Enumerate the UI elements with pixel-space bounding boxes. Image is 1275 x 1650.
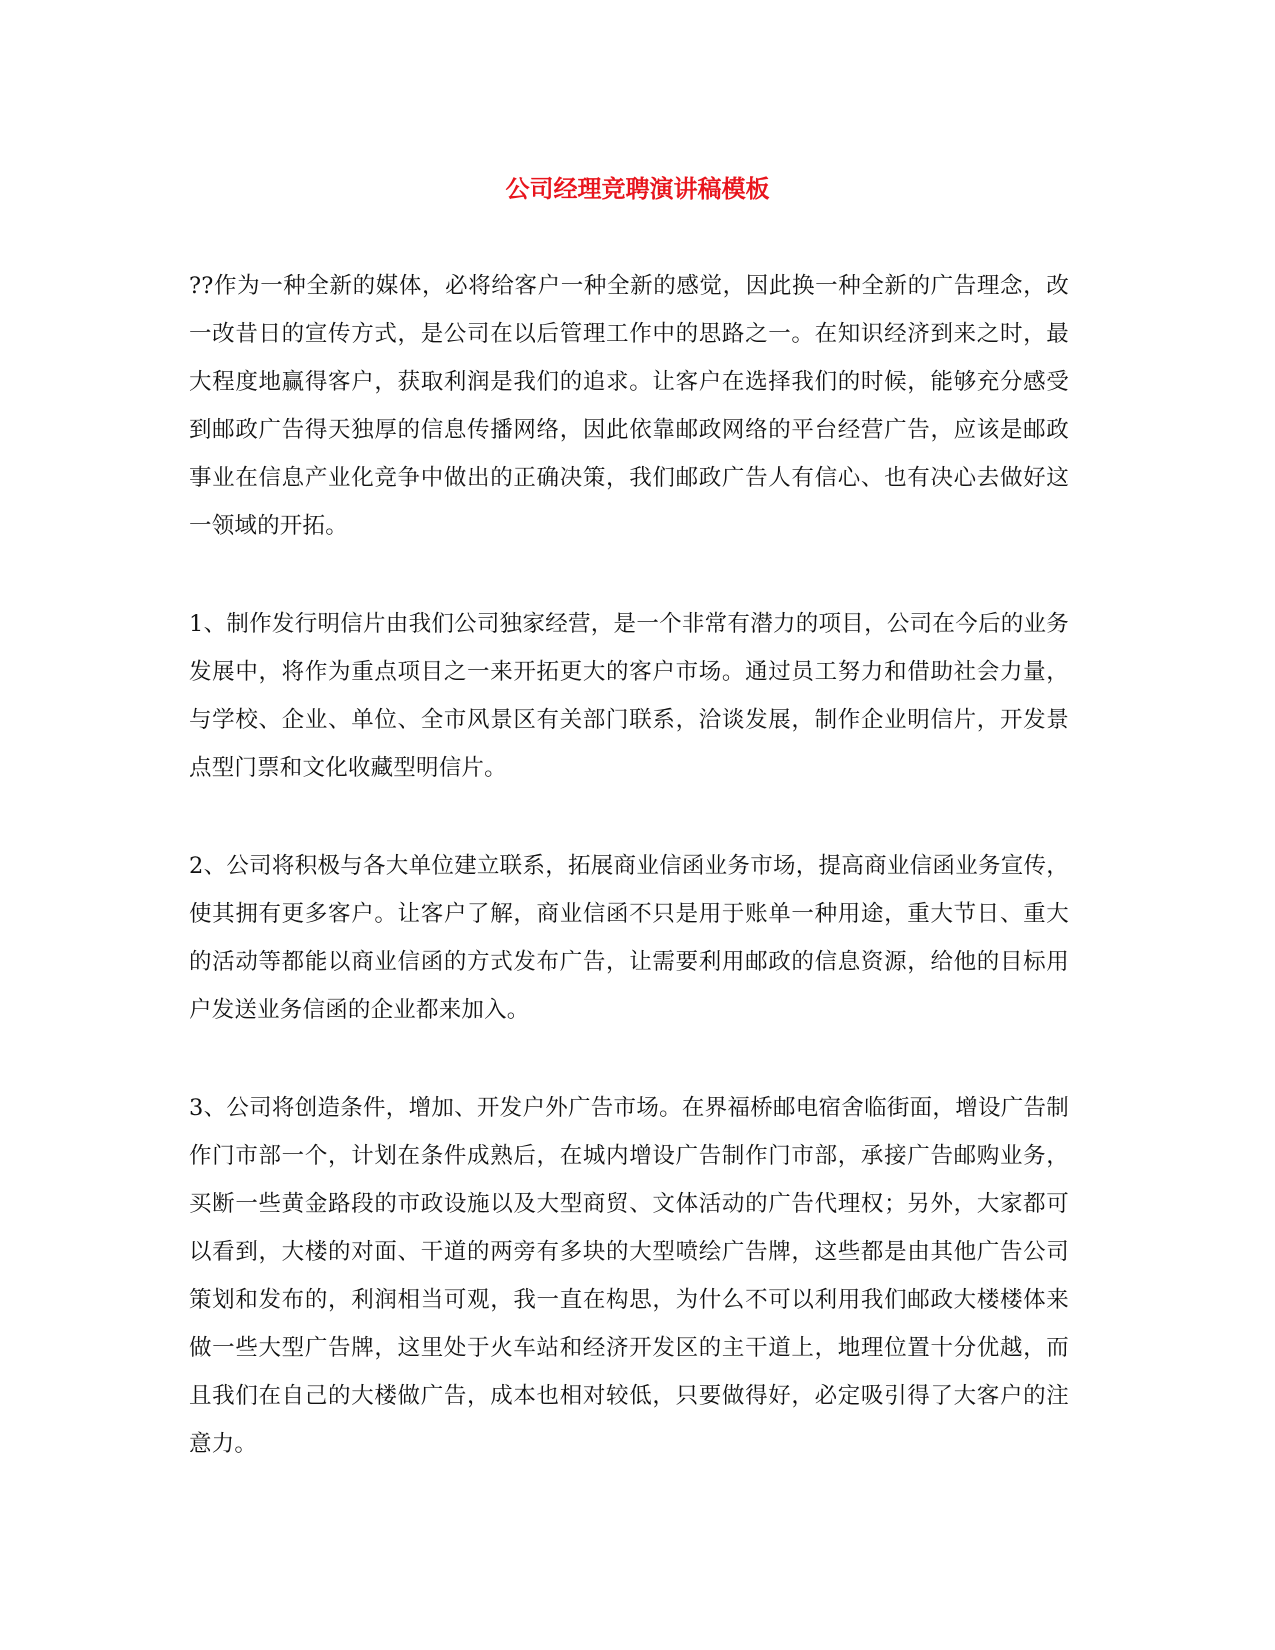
paragraph-intro: ??作为一种全新的媒体，必将给客户一种全新的感觉，因此换一种全新的广告理念，改一改昔日的宣传方式，是公司在以后管理工作中的思路之一。在知识经济到来之时，最大程度地赢得客户，获取利润是我们的追求。让客户在选择我们的时候，能够充分感受到邮政广告得天独厚的信息传播网络，因此依靠邮政网络的平台经营广告，应该是邮政事业在信息产业化竞争中做出的正确决策，我们邮政广告人有信心、也有决心去做好这一领域的开拓。 [189,273,1069,539]
paragraph-item-3: 3、公司将创造条件，增加、开发户外广告市场。在界福桥邮电宿舍临街面，增设广告制作门市部一个，计划在条件成熟后，在城内增设广告制作门市部，承接广告邮购业务，买断一些黄金路段的市政设施以及大型商贸、文体活动的广告代理权；另外，大家都可以看到，大楼的对面、干道的两旁有多块的大型喷绘广告牌，这些都是由其他广告公司策划和发布的，利润相当可观，我一直在构思，为什么不可以利用我们邮政大楼楼体来做一些大型广告牌，这里处于火车站和经济开发区的主干道上，地理位置十分优越，而且我们在自己的大楼做广告，成本也相对较低，只要做得好，必定吸引得了大客户的注意力。 [189,1095,1069,1457]
document-body [189,262,1069,1468]
document-title: 公司经理竞聘演讲稿模板 [505,174,770,203]
paragraph-item-1: 1、制作发行明信片由我们公司独家经营，是一个非常有潜力的项目，公司在今后的业务发展中，将作为重点项目之一来开拓更大的客户市场。通过员工努力和借助社会力量，与学校、企业、单位、全市风景区有关部门联系，洽谈发展，制作企业明信片，开发景点型门票和文化收藏型明信片。 [189,611,1069,781]
paragraph-item-2: 2、公司将积极与各大单位建立联系，拓展商业信函业务市场，提高商业信函业务宣传，使其拥有更多客户。让客户了解，商业信函不只是用于账单一种用途，重大节日、重大的活动等都能以商业信函的方式发布广告，让需要利用邮政的信息资源，给他的目标用户发送业务信函的企业都来加入。 [189,853,1069,1023]
